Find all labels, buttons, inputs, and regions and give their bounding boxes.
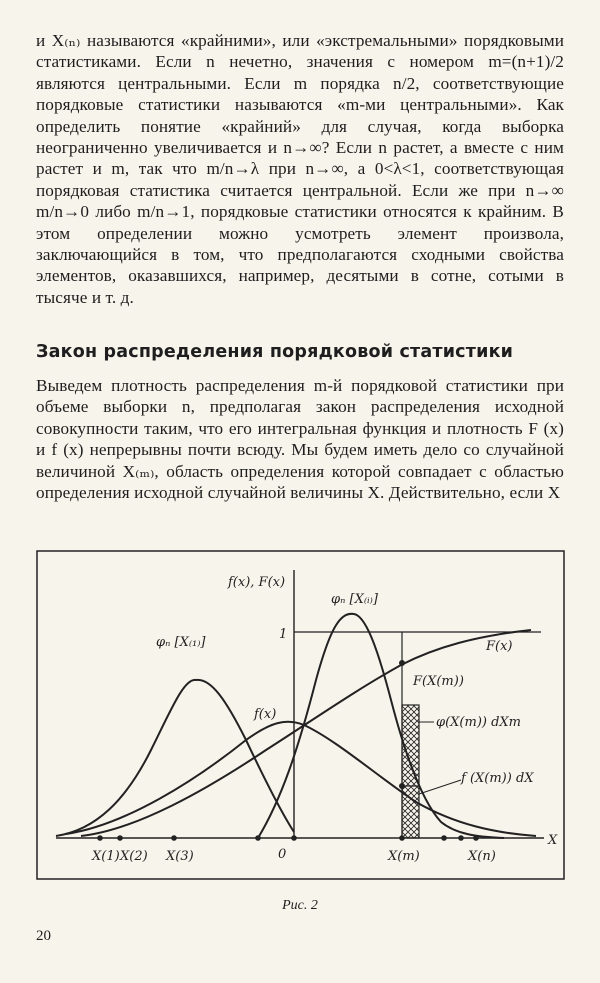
section-heading: Закон распределения порядковой статистики — [36, 342, 514, 362]
phi-1-label: φₙ [X₍₁₎] — [156, 635, 206, 650]
paragraph-2: Выведем плотность распределения m-й порядковой статистики при объеме выборки n, предполагая закон распределения исходной совокупности таким, что его интегральная функция и плотность F (x) и f (x) непрерывны почти всюду. Мы будем иметь дело со случайной величиной X₍ₘ₎, область определения которой совпадает с областью определения исходной случайной величины X. Действительно, если X — [36, 376, 564, 503]
tick-label-x3: X(3) — [166, 849, 194, 864]
Fx-label: F(x) — [486, 639, 513, 654]
phi-dx-label: φ(X(m)) dXm — [436, 715, 522, 730]
tick-label-x2: X(2) — [120, 849, 148, 864]
fx-label: f(x) — [254, 707, 277, 722]
phi-i-label: φₙ [X₍ᵢ₎] — [331, 592, 378, 607]
origin-label: 0 — [278, 847, 287, 862]
paragraph-1: и X₍ₙ₎ называются «крайними», или «экстремальными» порядковыми статистиками. Если n нечетно, значения с номером m=(n+1)/2 являются центральными. Если m порядка n/2, соответствующие порядковые статистики называются «m-ми центральными». Как определить понятие «крайний» для случая, когда выборка неограниченно увеличивается и n→∞? Если n растет, а вместе с ним растет и m, так что m/n→λ при n→∞, а 0<λ<1, соответствующая порядковая статистика считается центральной. Если же при n→∞ m/n→0 либо m/n→1, порядковые статистики относятся к крайним. В этом определении можно усмотреть элемент произвола, заключающийся в том, что предполагаются сходными свойства элементов, оказавшихся, например, десятыми в сотне, сотыми в тысяче и т. д. — [36, 31, 564, 307]
y-axis-label: f(x), F(x) — [228, 575, 286, 590]
tick-label-xm: X(m) — [388, 849, 420, 864]
phi-1-curve — [56, 680, 294, 836]
figure-2-diagram — [36, 550, 565, 880]
f-dx-label: f (X(m)) dX — [461, 771, 534, 786]
page-number: 20 — [36, 928, 51, 944]
F-xm-label: F(X(m)) — [413, 674, 464, 689]
tick-label-xn: X(n) — [468, 849, 496, 864]
x-axis-label: X — [548, 833, 558, 848]
figure-caption: Рис. 2 — [282, 898, 318, 913]
tick-label-x1: X(1) — [92, 849, 120, 864]
level-one-label: 1 — [279, 627, 288, 642]
hatched-strip — [402, 705, 419, 838]
